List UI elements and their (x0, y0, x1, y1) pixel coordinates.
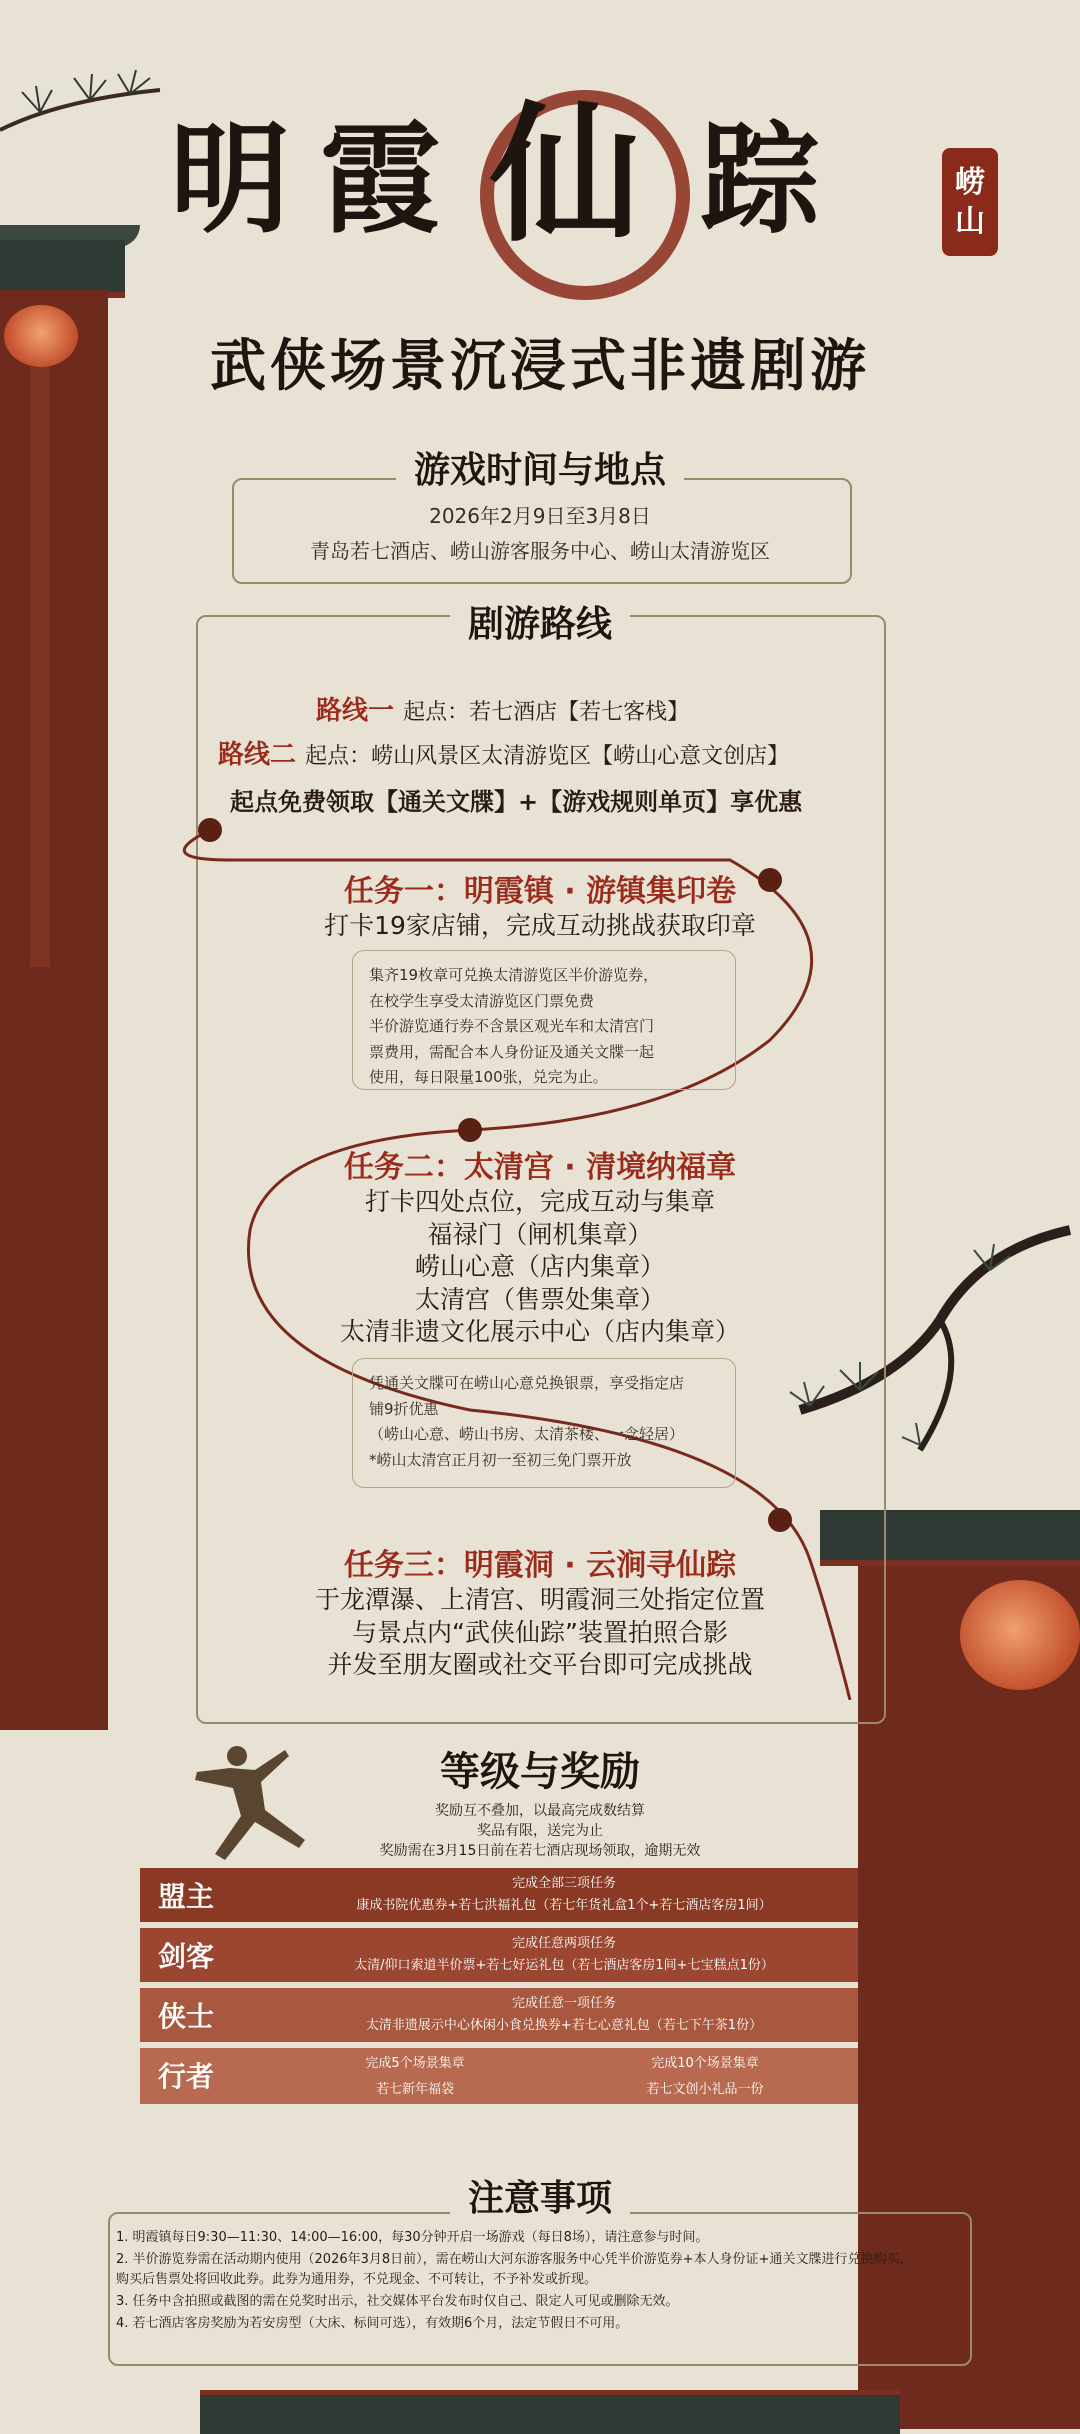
rank-prize: 康成书院优惠券+若七洪福礼包（若七年货礼盒1个+若七酒店客房1间） (356, 1898, 772, 1913)
note-item: 1. 明霞镇每日9:30—11:30、14:00—16:00，每30分钟开启一场游戏（每日8场），请注意参与时间。 (116, 2230, 709, 2245)
rank-condition: 完成5个场景集章 (365, 2056, 465, 2071)
task-one-note (352, 950, 736, 1090)
rank-name: 侠士 (158, 2000, 215, 2033)
note-line: 在校学生享受太清游览区门票免费 (369, 991, 595, 1010)
note-line: （崂山心意、崂山书房、太清茶楼、一念轻居） (369, 1425, 685, 1443)
title-char: 明 (170, 109, 290, 250)
route-one-start: 起点：若七酒店【若七客栈】 (403, 700, 690, 725)
note-line: 铺9折优惠 (369, 1399, 439, 1418)
page-subtitle: 武侠场景沉浸式非遗剧游 (210, 333, 870, 399)
rank-name: 盟主 (158, 1880, 215, 1913)
task-two-title: 任务二：太清宫 · 清境纳福章 (343, 1150, 737, 1185)
route-title-text: 剧游路线 (450, 604, 630, 645)
task-three-desc (0, 1584, 1080, 1682)
title-char: 霞 (320, 109, 440, 250)
note-item: 3. 任务中含拍照或截图的需在兑奖时出示，社交媒体平台发布时仅自己、限定人可见或删除无效。 (116, 2294, 679, 2309)
task-three-title: 任务三：明霞洞 · 云涧寻仙踪 (343, 1548, 737, 1583)
rewards-sub: 奖励互不叠加，以最高完成数结算 (435, 1803, 645, 1819)
route-one-name: 路线一 (316, 696, 395, 726)
rewards-title: 等级与奖励 (440, 1749, 640, 1795)
task-two-note (352, 1358, 736, 1488)
title-char: 踪 (700, 109, 820, 250)
rank-condition: 完成任意两项任务 (511, 1936, 616, 1951)
laoshan-badge (942, 148, 998, 256)
rank-row-jianke (140, 1928, 858, 1982)
free-pickup-text: 起点免费领取【通关文牒】+【游戏规则单页】享优惠 (230, 788, 803, 816)
rewards-sub: 奖品有限，送完为止 (477, 1823, 603, 1839)
rank-prize: 若七文创小礼品一份 (646, 2082, 764, 2097)
note-line: 凭通关文牒可在崂山心意兑换银票，享受指定店 (369, 1374, 685, 1392)
task-two-line: 太清非遗文化展示中心（店内集章） (339, 1317, 740, 1346)
rank-condition: 完成10个场景集章 (651, 2056, 759, 2071)
task-one-title: 任务一：明霞镇 · 游镇集印卷 (343, 874, 737, 909)
rewards-sub: 奖励需在3月15日前在若七酒店现场领取，逾期无效 (379, 1843, 701, 1859)
rank-prize: 太清/仰口索道半价票+若七好运礼包（若七酒店客房1间+七宝糕点1份） (354, 1958, 774, 1973)
route-one (316, 690, 689, 727)
info-title (0, 442, 1080, 493)
rank-name: 行者 (158, 2060, 215, 2093)
task-three-line: 并发至朋友圈或社交平台即可完成挑战 (327, 1650, 753, 1679)
rank-prize: 太清非遗展示中心休闲小食兑换券+若七心意礼包（若七下午茶1份） (365, 2018, 763, 2033)
rank-condition: 完成任意一项任务 (511, 1996, 616, 2011)
event-date: 2026年2月9日至3月8日 (429, 504, 651, 528)
task-one-desc: 打卡19家店铺，完成互动挑战获取印章 (324, 911, 756, 940)
pine-branch-icon (0, 60, 170, 150)
route-title (0, 596, 1080, 647)
rank-condition: 完成全部三项任务 (511, 1876, 616, 1891)
note-item: 购买后售票处将回收此券。此券为通用券，不兑现金、不可转让，不予补发或折现。 (116, 2272, 598, 2287)
info-box (232, 478, 852, 584)
rank-row-xiashi (140, 1988, 858, 2042)
note-line: 票费用，需配合本人身份证及通关文牒一起 (369, 1042, 655, 1061)
note-line: 使用，每日限量100张，兑完为止。 (369, 1068, 608, 1086)
note-line: 集齐19枚章可兑换太清游览区半价游览券， (369, 966, 659, 984)
task-three-line: 于龙潭瀑、上清宫、明霞洞三处指定位置 (314, 1585, 765, 1614)
title-char: 仙 (490, 87, 641, 263)
roof-bottom (200, 2390, 900, 2434)
task-three-line: 与景点内“武侠仙踪”装置拍照合影 (352, 1617, 728, 1647)
event-places: 青岛若七酒店、崂山游客服务中心、崂山太清游览区 (310, 539, 770, 563)
task-two-desc (0, 1186, 1080, 1349)
note-item: 2. 半价游览券需在活动期内使用（2026年3月8日前），需在崂山大河东游客服务中心凭半价游览券+本人身份证+通关文牒进行兑换购买， (116, 2252, 913, 2267)
info-title-text: 游戏时间与地点 (396, 450, 684, 491)
note-line: *崂山太清宫正月初一至初三免门票开放 (369, 1450, 632, 1469)
task-two-line: 打卡四处点位，完成互动与集章 (364, 1187, 715, 1216)
badge-char: 山 (955, 204, 985, 239)
notes-title (0, 2170, 1080, 2221)
note-line: 半价游览通行券不含景区观光车和太清宫门 (369, 1017, 655, 1035)
rank-row-mengzhu (140, 1868, 858, 1922)
task-two-line: 崂山心意（店内集章） (414, 1252, 665, 1281)
route-two (218, 734, 789, 771)
task-two-line: 福禄门（闸机集章） (427, 1219, 653, 1249)
rank-name: 剑客 (158, 1940, 215, 1973)
rank-prize: 若七新年福袋 (375, 2082, 454, 2097)
task-two-line: 太清宫（售票处集章） (414, 1284, 665, 1314)
badge-char: 崂 (955, 165, 985, 200)
notes-title-text: 注意事项 (450, 2178, 630, 2219)
rank-row-xingzhe (140, 2048, 858, 2104)
note-item: 4. 若七酒店客房奖励为若安房型（大床、标间可选），有效期6个月，法定节假日不可用。 (116, 2316, 629, 2331)
route-two-name: 路线二 (218, 740, 297, 770)
route-two-start: 起点：崂山风景区太清游览区【崂山心意文创店】 (305, 744, 790, 769)
